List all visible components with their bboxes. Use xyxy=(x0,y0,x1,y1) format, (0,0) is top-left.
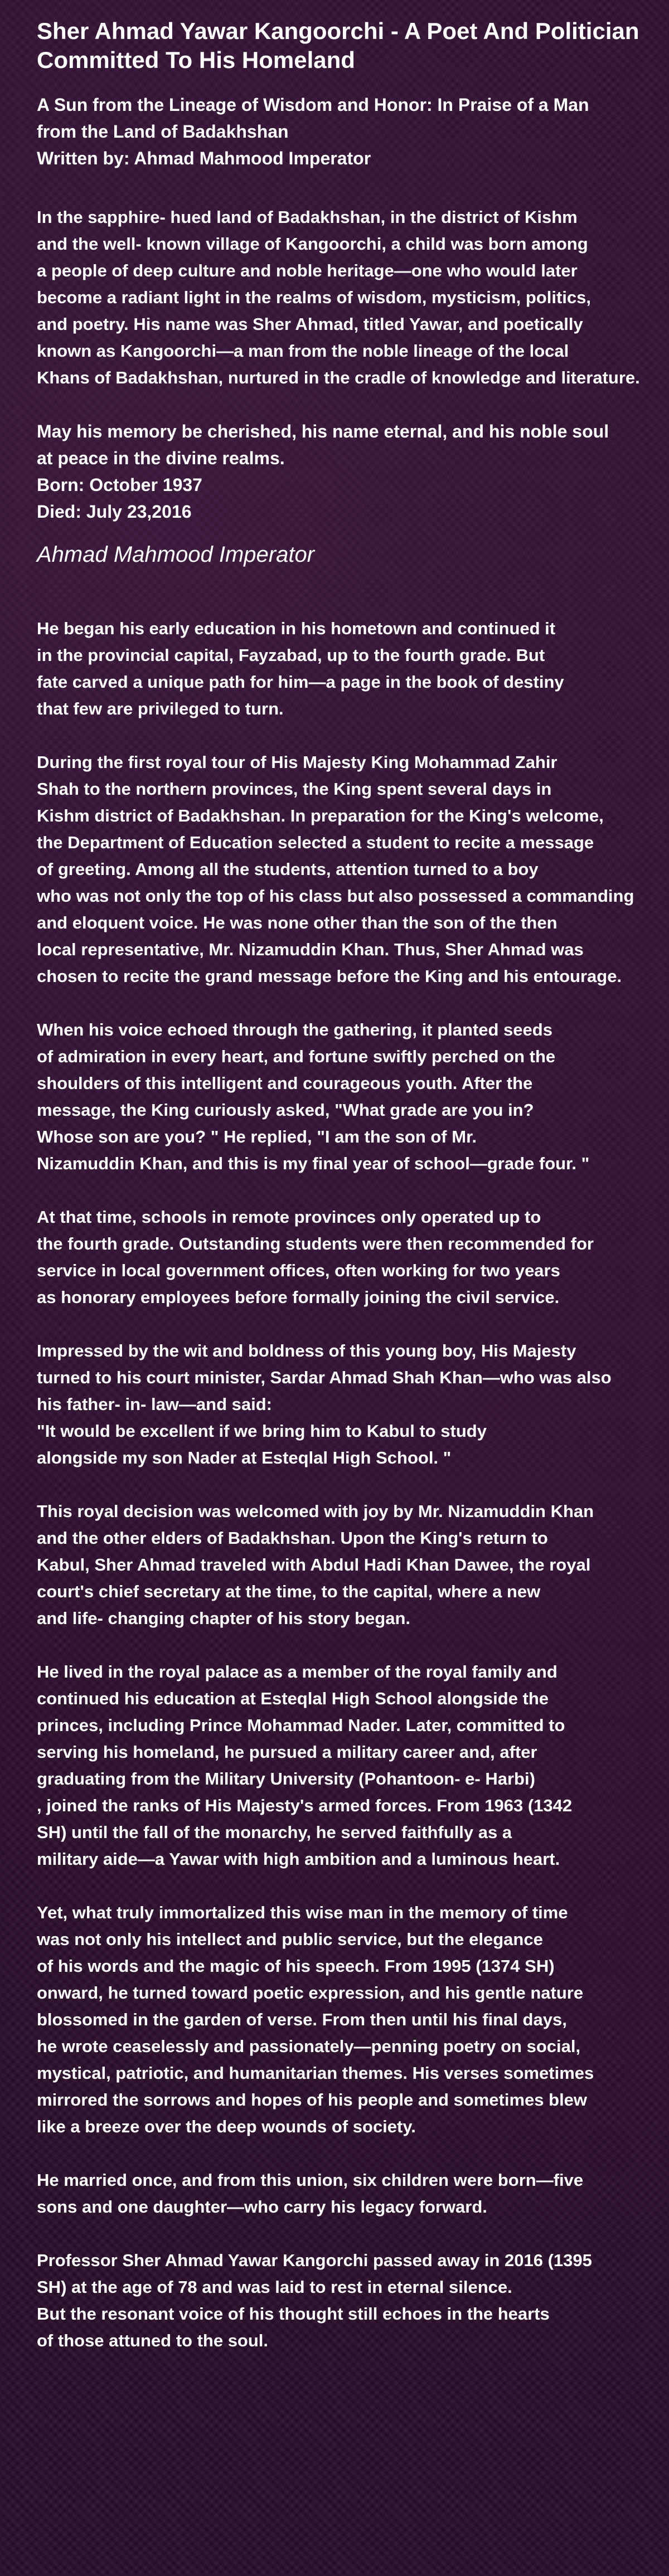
written-by: Written by: Ahmad Mahmood Imperator xyxy=(37,148,371,168)
subtitle-line-1: A Sun from the Lineage of Wisdom and Honor: In Praise of a Man xyxy=(37,95,589,115)
born-date: Born: October 1937 xyxy=(37,475,202,495)
poem-header-block xyxy=(37,91,661,172)
subtitle-line-2: from the Land of Badakhshan xyxy=(37,121,289,142)
body-paragraph: He lived in the royal palace as a member of the royal family and continued his education at Esteqlal High School alongside the princes, including Prince Mohammad Nader. Later, committed to serving his homeland, he pursued a military career and, after graduating from the Military University (Pohantoon- e- Harbi) , joined the ranks of His Majesty's armed forces. From 1963 (1342 SH) until the fall of the monarchy, he served faithfully as a military aide—a Yawar with high ambition and a luminous heart. xyxy=(37,1662,573,1869)
body-paragraph: At that time, schools in remote provinces only operated up to the fourth grade. Outstanding students were then recommended for service in local government offices, often working for two years as honorary employees before formally joining the civil service. xyxy=(37,1207,594,1307)
intro-paragraph: In the sapphire- hued land of Badakhshan, in the district of Kishm and the well- known village of Kangoorchi, a child was born among a people of deep culture and noble heritage—one who would later become a radiant light in the realms of wisdom, mysticism, politics, and poetry. His name was Sher Ahmad, titled Yawar, and poetically known as Kangoorchi—a man from the noble lineage of the local Khans of Badakhshan, nurtured in the cradle of knowledge and literature. xyxy=(37,207,640,387)
author-name: Ahmad Mahmood Imperator xyxy=(37,542,315,567)
memory-line-1: May his memory be cherished, his name eternal, and his noble soul xyxy=(37,421,609,441)
died-date: Died: July 23,2016 xyxy=(37,502,192,522)
poem-content xyxy=(37,17,661,2381)
body-paragraph: He began his early education in his hometown and continued it in the provincial capital, Fayzabad, up to the fourth grade. But fate carved a unique path for him—a page in the book of destiny that few are privileged to turn. xyxy=(37,619,564,718)
body-paragraph: He married once, and from this union, six children were born—five sons and one daughter—who carry his legacy forward. xyxy=(37,2170,584,2217)
body-paragraph: Yet, what truly immortalized this wise man in the memory of time was not only his intellect and public service, but the elegance of his words and the magic of his speech. From 1995 (1374 SH) onward, he turned toward poetic expression, and his gentle nature blossomed in the garden of verse. From then until his final days, he wrote ceaselessly and passionately—penning poetry on social, mystical, patriotic, and humanitarian themes. His verses sometimes mirrored the sorrows and hopes of his people and sometimes blew like a breeze over the deep wounds of society. xyxy=(37,1903,594,2136)
memory-line-2: at peace in the divine realms. xyxy=(37,448,285,468)
poem-title: Sher Ahmad Yawar Kangoorchi - A Poet And Politician Committed To His Homeland xyxy=(37,18,639,73)
memorial-block xyxy=(37,418,661,525)
body-paragraph: Impressed by the wit and boldness of this young boy, His Majesty turned to his court minister, Sardar Ahmad Shah Khan—who was also his father- in- law—and said: "It would be excellent if we bring him to Kabul to study alongside my son Nader at Esteqlal High School. " xyxy=(37,1341,612,1467)
body-paragraph: When his voice echoed through the gathering, it planted seeds of admiration in every heart, and fortune swiftly perched on the shoulders of this intelligent and courageous youth. After the message, the King curiously asked, "What grade are you in? Whose son are you? " He replied, "I am the son of Mr. Nizamuddin Khan, and this is my final year of school—grade four. " xyxy=(37,1020,590,1173)
body-paragraph: During the first royal tour of His Majesty King Mohammad Zahir Shah to the northern provinces, the King spent several days in Kishm district of Badakhshan. In preparation for the King's welcome, the Department of Education selected a student to recite a message of greeting. Among all the students, attention turned to a boy who was not only the top of his class but also possessed a commanding and eloquent voice. He was none other than the son of the then local representative, Mr. Nizamuddin Khan. Thus, Sher Ahmad was chosen to recite the grand message before the King and his entourage. xyxy=(37,752,634,986)
body-paragraph: This royal decision was welcomed with joy by Mr. Nizamuddin Khan and the other elders of Badakhshan. Upon the King's return to Kabul, Sher Ahmad traveled with Abdul Hadi Khan Dawee, the royal court's chief secretary at the time, to the capital, where a new and life- changing chapter of his story began. xyxy=(37,1501,594,1628)
body-paragraph: Professor Sher Ahmad Yawar Kangorchi passed away in 2016 (1395 SH) at the age of 78 and was laid to rest in eternal silence. But the resonant voice of his thought still echoes in the hearts of those attuned to the soul. xyxy=(37,2251,592,2350)
